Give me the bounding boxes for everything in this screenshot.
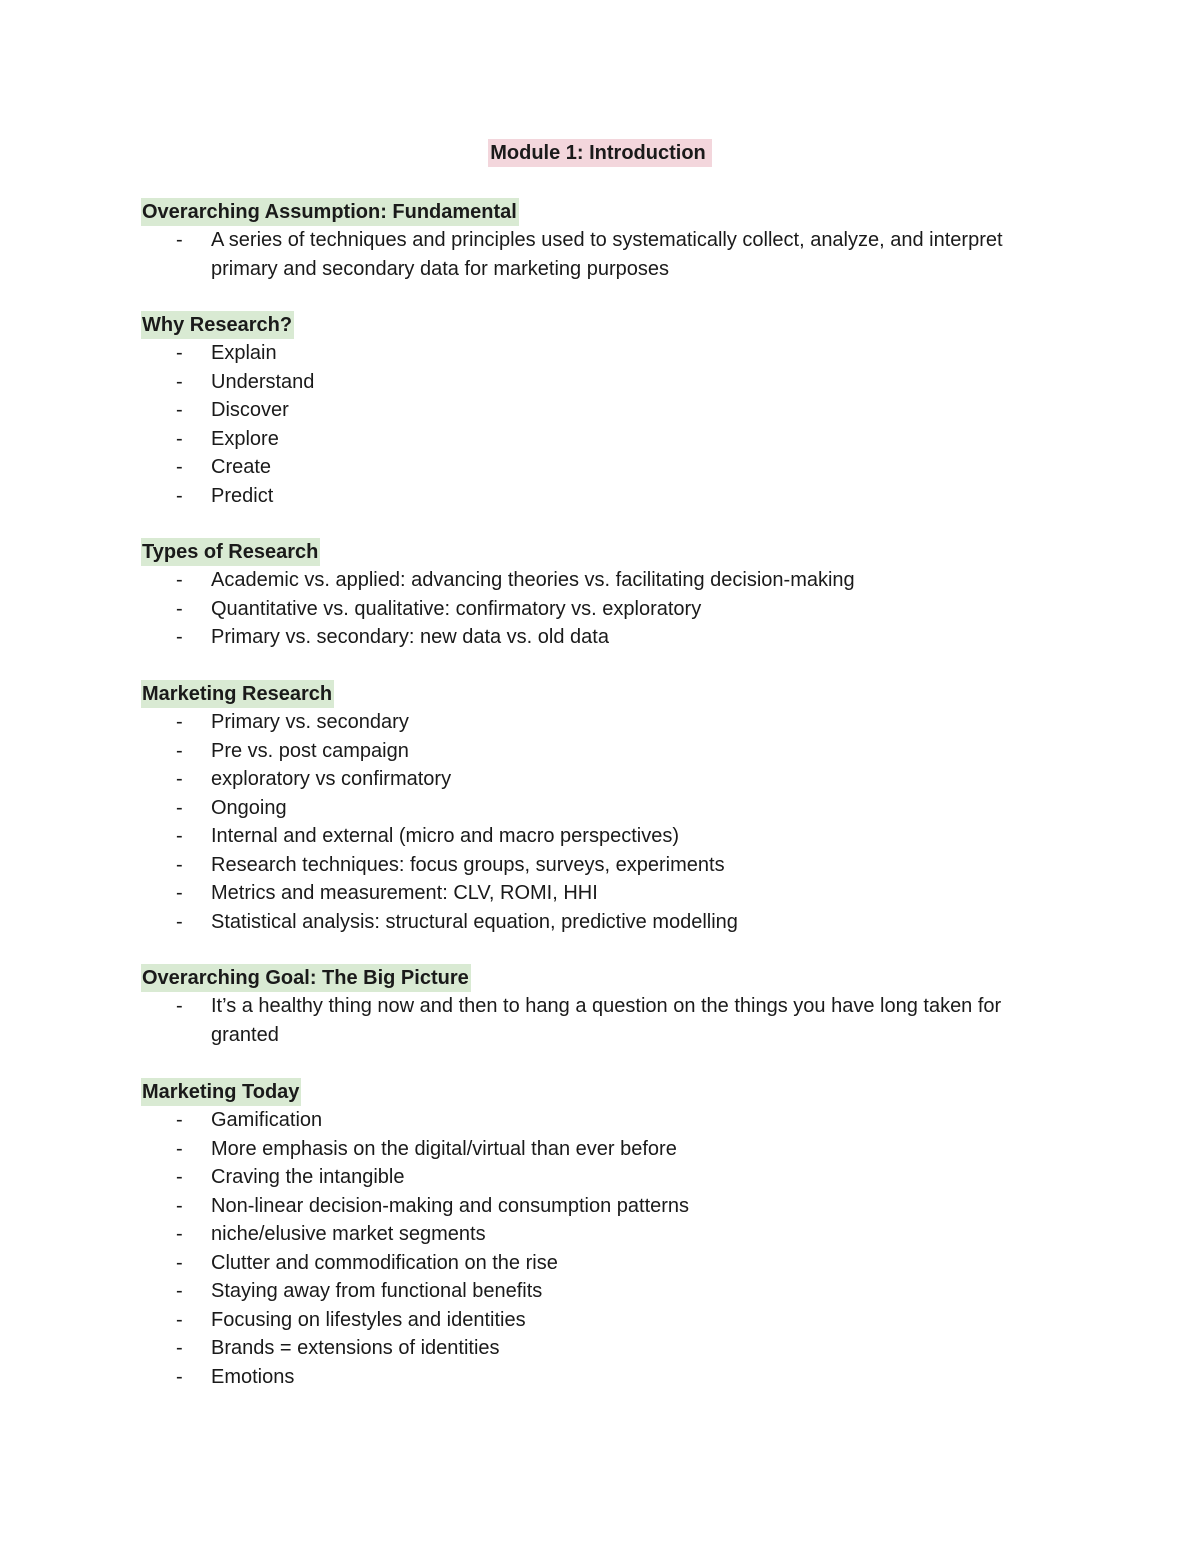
list-item-text: Explain	[211, 342, 277, 364]
list-item	[141, 1163, 1041, 1192]
bullet-dash: -	[176, 229, 183, 251]
list-item-text: Craving the intangible	[211, 1166, 405, 1188]
section-heading: Marketing Research	[141, 680, 334, 708]
bullet-list	[141, 1106, 1101, 1391]
list-item	[141, 1192, 1041, 1221]
list-item-text: Clutter and commodification on the rise	[211, 1251, 558, 1274]
section-heading: Overarching Assumption: Fundamental	[141, 198, 519, 226]
bullet-list	[141, 992, 1101, 1049]
list-item	[141, 1135, 1041, 1164]
list-item-text: Discover	[211, 399, 289, 421]
list-item-text: Academic vs. applied: advancing theories vs. facilitating decision-making	[211, 569, 855, 591]
bullet-dash: -	[176, 1280, 183, 1302]
bullet-dash: -	[176, 1137, 183, 1160]
list-item-text: Metrics and measurement: CLV, ROMI, HHI	[211, 882, 598, 904]
bullet-dash: -	[176, 370, 183, 393]
bullet-dash: -	[176, 1223, 183, 1245]
list-item-text: Statistical analysis: structural equation, predictive modelling	[211, 910, 738, 933]
list-item-text: Gamification	[211, 1109, 323, 1131]
list-item	[141, 1334, 1041, 1363]
list-item	[141, 1277, 1041, 1306]
list-item	[141, 992, 1041, 1049]
bullet-dash: -	[176, 882, 183, 904]
list-item	[141, 482, 1041, 511]
page-title: Module 1: Introduction	[488, 139, 712, 167]
bullet-dash: -	[176, 910, 183, 933]
bullet-list	[141, 708, 1101, 936]
section-heading: Overarching Goal: The Big Picture	[141, 964, 471, 992]
section-heading: Why Research?	[141, 311, 294, 339]
list-item	[141, 1363, 1041, 1392]
bullet-dash: -	[176, 626, 183, 648]
list-item	[141, 453, 1041, 482]
list-item-text: Explore	[211, 427, 279, 450]
list-item-text: Focusing on lifestyles and identities	[211, 1308, 526, 1331]
list-item	[141, 595, 1041, 624]
list-item	[141, 879, 1041, 908]
list-item	[141, 822, 1041, 851]
list-item	[141, 1249, 1041, 1278]
section-marketing-today	[141, 1078, 1101, 1391]
bullet-dash: -	[176, 1194, 183, 1217]
section-marketing-research	[141, 680, 1101, 936]
bullet-list	[141, 226, 1101, 283]
bullet-dash: -	[176, 456, 183, 478]
list-item	[141, 425, 1041, 454]
title-row	[0, 139, 1200, 167]
list-item	[141, 226, 1041, 283]
list-item	[141, 566, 1041, 595]
list-item-text: Staying away from functional benefits	[211, 1280, 543, 1302]
section-heading: Types of Research	[141, 538, 320, 566]
list-item-text: Internal and external (micro and macro perspectives)	[211, 825, 679, 847]
list-item-text: Primary vs. secondary	[211, 711, 409, 733]
bullet-dash: -	[176, 711, 183, 733]
bullet-dash: -	[176, 597, 183, 620]
bullet-dash: -	[176, 739, 183, 762]
list-item-text: Brands = extensions of identities	[211, 1337, 500, 1359]
bullet-dash: -	[176, 1337, 183, 1359]
section-why-research	[141, 311, 1101, 510]
list-item-text: Research techniques: focus groups, surveys, experiments	[211, 853, 725, 876]
list-item-text: Understand	[211, 370, 315, 393]
bullet-dash: -	[176, 1109, 183, 1131]
list-item	[141, 851, 1041, 880]
list-item	[141, 1220, 1041, 1249]
list-item	[141, 623, 1041, 652]
list-item-text: Predict	[211, 484, 274, 507]
list-item-text: Create	[211, 456, 272, 478]
list-item	[141, 708, 1041, 737]
bullet-list	[141, 566, 1101, 652]
bullet-dash: -	[176, 569, 183, 591]
list-item	[141, 1106, 1041, 1135]
list-item-text: Non-linear decision-making and consumption patterns	[211, 1194, 690, 1217]
bullet-dash: -	[176, 796, 183, 819]
list-item-text: Ongoing	[211, 796, 287, 819]
list-item-text: Quantitative vs. qualitative: confirmatory vs. exploratory	[211, 597, 702, 620]
list-item-text: A series of techniques and principles used to systematically collect, analyze, and interpret primary and secondary data for marketing purposes	[211, 229, 1003, 280]
list-item	[141, 368, 1041, 397]
bullet-dash: -	[176, 1251, 183, 1274]
list-item	[141, 908, 1041, 937]
bullet-dash: -	[176, 825, 183, 847]
bullet-dash: -	[176, 342, 183, 364]
list-item	[141, 339, 1041, 368]
section-types-of-research	[141, 538, 1101, 652]
bullet-dash: -	[176, 427, 183, 450]
list-item	[141, 396, 1041, 425]
bullet-dash: -	[176, 484, 183, 507]
list-item-text: Emotions	[211, 1365, 295, 1388]
section-overarching-assumption	[141, 198, 1101, 283]
bullet-dash: -	[176, 1166, 183, 1188]
list-item	[141, 1306, 1041, 1335]
list-item	[141, 765, 1041, 794]
bullet-list	[141, 339, 1101, 510]
list-item-text: More emphasis on the digital/virtual than ever before	[211, 1137, 677, 1160]
section-heading: Marketing Today	[141, 1078, 301, 1106]
list-item-text: It’s a healthy thing now and then to hang a question on the things you have long taken for granted	[211, 995, 1002, 1046]
list-item-text: Pre vs. post campaign	[211, 739, 409, 762]
list-item-text: Primary vs. secondary: new data vs. old data	[211, 626, 609, 648]
list-item	[141, 794, 1041, 823]
section-overarching-goal	[141, 964, 1101, 1049]
bullet-dash: -	[176, 1365, 183, 1388]
list-item-text: niche/elusive market segments	[211, 1223, 486, 1245]
list-item-text: exploratory vs confirmatory	[211, 768, 452, 790]
bullet-dash: -	[176, 995, 183, 1017]
bullet-dash: -	[176, 853, 183, 876]
list-item	[141, 737, 1041, 766]
bullet-dash: -	[176, 399, 183, 421]
bullet-dash: -	[176, 1308, 183, 1331]
bullet-dash: -	[176, 768, 183, 790]
